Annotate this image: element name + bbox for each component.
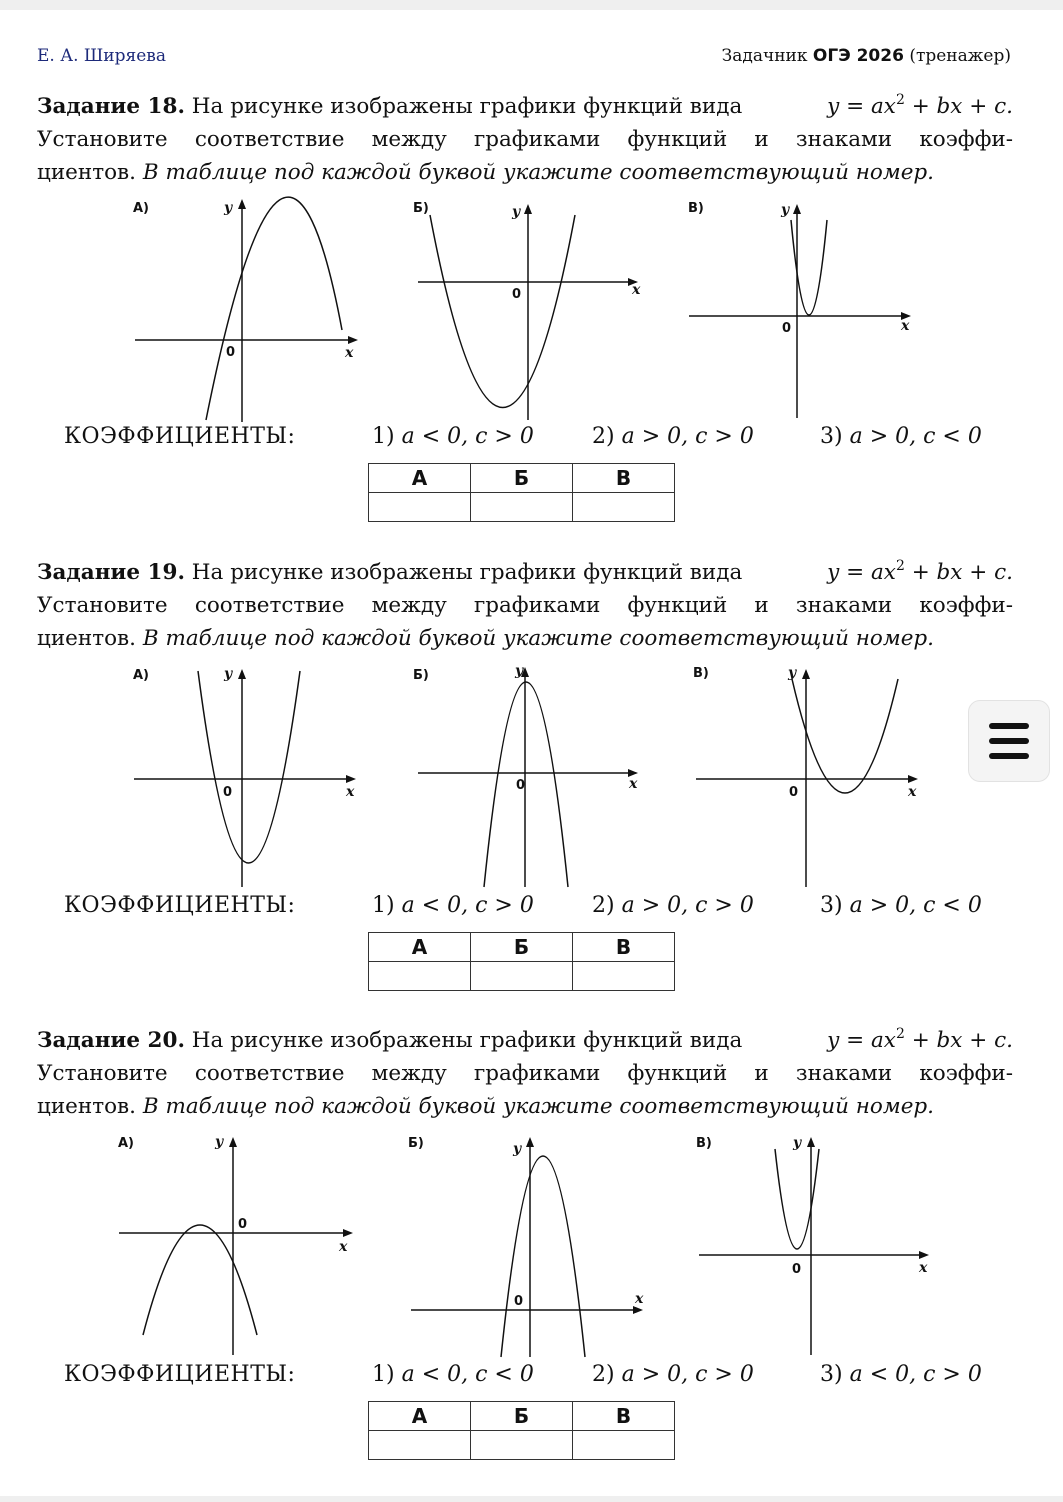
graph-18-c xyxy=(675,190,925,425)
svg-text:В): В) xyxy=(688,201,704,216)
svg-text:y: y xyxy=(513,1141,522,1157)
svg-text:y: y xyxy=(781,202,790,218)
task-20-statement: Задание 20. На рисунке изображены графики функций вида $y = ax^2$ + bx + c. Установите соответствие между графиками функций и знаками коэффи- циентов. В таблице под каждой буквой укажите соответствующий номер. xyxy=(37,1026,1013,1119)
svg-text:x: x xyxy=(901,318,910,334)
task-18-statement: Задание 18. На рисунке изображены графики функций вида $y = ax^2$ + bx + c. Установите соответствие между графиками функций и знаками коэффи- циентов. В таблице под каждой буквой укажите соответствующий номер. xyxy=(37,92,1013,185)
top-bar xyxy=(0,0,1063,10)
svg-text:0: 0 xyxy=(792,1262,802,1277)
coefficients-label: КОЭФФИЦИЕНТЫ: xyxy=(64,424,296,449)
svg-text:0: 0 xyxy=(223,785,233,800)
svg-text:0: 0 xyxy=(516,778,526,793)
answer-cell-c[interactable] xyxy=(573,962,675,991)
formula: $y = ax^2$ + bx + c. xyxy=(827,1026,1013,1053)
svg-text:В): В) xyxy=(696,1136,712,1151)
book-title: Задачник ОГЭ 2026 (тренажер) xyxy=(721,46,1011,66)
coefficients-label: КОЭФФИЦИЕНТЫ: xyxy=(64,893,296,918)
svg-text:А): А) xyxy=(133,201,150,216)
header-c: В xyxy=(573,933,675,962)
svg-text:Б): Б) xyxy=(413,201,429,216)
option-1: 1) a < 0, c < 0 xyxy=(372,1362,534,1387)
answer-table-20 xyxy=(368,1401,675,1460)
svg-text:В): В) xyxy=(693,666,709,681)
answer-cell-a[interactable] xyxy=(369,1431,471,1460)
answer-table-18 xyxy=(368,463,675,522)
option-2: 2) a > 0, c > 0 xyxy=(592,424,754,449)
answer-cell-a[interactable] xyxy=(369,962,471,991)
header-a: А xyxy=(369,464,471,493)
svg-text:x: x xyxy=(908,784,917,800)
answer-cell-a[interactable] xyxy=(369,493,471,522)
graph-20-c xyxy=(683,1125,943,1360)
answer-table-19 xyxy=(368,932,675,991)
header-c: В xyxy=(573,1402,675,1431)
coefficients-label: КОЭФФИЦИЕНТЫ: xyxy=(64,1362,296,1387)
option-3: 3) a < 0, c > 0 xyxy=(820,1362,982,1387)
svg-text:x: x xyxy=(632,282,641,298)
svg-text:y: y xyxy=(788,665,797,681)
svg-text:0: 0 xyxy=(238,1217,248,1232)
header-c: В xyxy=(573,464,675,493)
svg-text:x: x xyxy=(635,1291,644,1307)
header-a: А xyxy=(369,1402,471,1431)
svg-text:x: x xyxy=(345,345,354,361)
task-19-statement: Задание 19. На рисунке изображены графики функций вида $y = ax^2$ + bx + c. Установите соответствие между графиками функций и знаками коэффи- циентов. В таблице под каждой буквой укажите соответствующий номер. xyxy=(37,558,1013,651)
svg-text:x: x xyxy=(629,776,638,792)
graph-19-c xyxy=(680,657,930,892)
svg-text:x: x xyxy=(346,784,355,800)
header-b: Б xyxy=(471,933,573,962)
formula: $y = ax^2$ + bx + c. xyxy=(827,558,1013,585)
graph-20-b xyxy=(395,1125,655,1360)
answer-cell-b[interactable] xyxy=(471,962,573,991)
svg-text:0: 0 xyxy=(512,287,522,302)
task-title: Задание 19. xyxy=(37,560,185,585)
header-a: А xyxy=(369,933,471,962)
svg-text:x: x xyxy=(919,1260,928,1276)
graph-18-a xyxy=(120,190,370,425)
option-2: 2) a > 0, c > 0 xyxy=(592,1362,754,1387)
graph-19-b xyxy=(400,657,650,892)
bottom-bar xyxy=(0,1496,1063,1502)
svg-text:А): А) xyxy=(118,1136,135,1151)
answer-cell-c[interactable] xyxy=(573,1431,675,1460)
svg-text:0: 0 xyxy=(789,785,799,800)
svg-text:Б): Б) xyxy=(413,668,429,683)
svg-text:0: 0 xyxy=(782,321,792,336)
svg-text:0: 0 xyxy=(226,345,236,360)
option-3: 3) a > 0, c < 0 xyxy=(820,424,982,449)
svg-text:0: 0 xyxy=(514,1294,524,1309)
svg-text:y: y xyxy=(224,200,233,216)
svg-text:y: y xyxy=(224,666,233,682)
graph-18-b xyxy=(400,190,650,425)
graph-20-a xyxy=(105,1125,365,1360)
option-2: 2) a > 0, c > 0 xyxy=(592,893,754,918)
option-1: 1) a < 0, c > 0 xyxy=(372,424,534,449)
option-3: 3) a > 0, c < 0 xyxy=(820,893,982,918)
formula: $y = ax^2$ + bx + c. xyxy=(827,92,1013,119)
task-title: Задание 18. xyxy=(37,94,185,119)
option-1: 1) a < 0, c > 0 xyxy=(372,893,534,918)
svg-text:Б): Б) xyxy=(408,1136,424,1151)
author-name: Е. А. Ширяева xyxy=(37,46,167,66)
svg-text:y: y xyxy=(215,1134,224,1150)
answer-cell-b[interactable] xyxy=(471,1431,573,1460)
header-b: Б xyxy=(471,464,573,493)
svg-text:А): А) xyxy=(133,668,150,683)
svg-text:y: y xyxy=(512,204,521,220)
task-title: Задание 20. xyxy=(37,1028,185,1053)
answer-cell-c[interactable] xyxy=(573,493,675,522)
svg-text:x: x xyxy=(339,1239,348,1255)
svg-text:y: y xyxy=(515,663,524,679)
menu-button[interactable] xyxy=(968,700,1050,782)
svg-text:y: y xyxy=(793,1135,802,1151)
graph-19-a xyxy=(120,657,370,892)
answer-cell-b[interactable] xyxy=(471,493,573,522)
header-b: Б xyxy=(471,1402,573,1431)
